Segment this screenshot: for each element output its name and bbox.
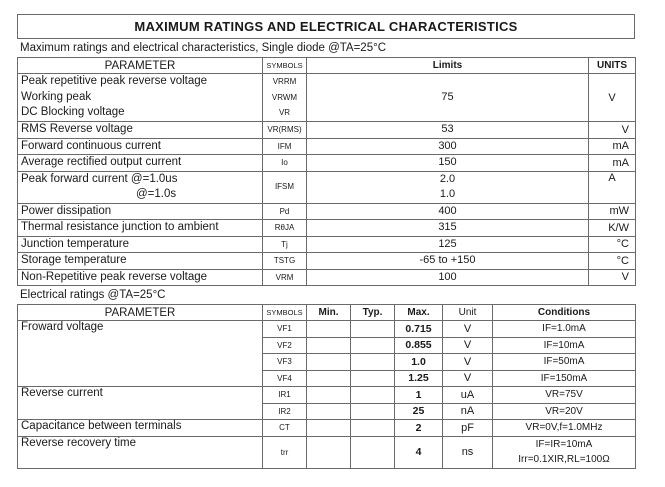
max-cell: 2 [395,420,443,437]
header-typ: Typ. [351,305,395,321]
max-row [18,203,636,220]
header-symbols: SYMBOLS [263,58,307,74]
limit-cell [307,155,589,172]
parameter-text: RMS Reverse voltage [21,123,133,135]
limit-cell [307,74,589,122]
unit-cell: mA [589,138,636,155]
header-min: Min. [307,305,351,321]
max-cell: 4 [395,436,443,468]
symbol-cell: IR2 [263,403,307,420]
symbol-text: VRM [275,272,294,282]
max-row [18,171,636,203]
unit-cell: °C [589,236,636,253]
unit-cell: V [589,269,636,286]
unit-cell: nA [443,403,493,420]
parameter-cell: Froward voltage [18,321,263,387]
max-ratings-caption: Maximum ratings and electrical characteristics, Single diode @TA=25°C [20,42,387,54]
min-cell [307,387,351,404]
elec-row [18,436,636,468]
symbol-cell [263,171,307,203]
min-cell [307,403,351,420]
parameter-text: Non-Repetitive peak reverse voltage [21,270,208,283]
typ-cell [351,370,395,387]
min-cell [307,337,351,354]
unit-cell: V [443,370,493,387]
parameter-text: Power dissipation [21,204,112,217]
condition-text: VR=0V,f=1.0MHz [525,422,603,433]
unit-cell: V [443,354,493,371]
symbol-text: Pd [279,206,290,216]
min-cell [307,420,351,437]
header-units: UNITS [589,58,636,74]
limit-value: -65 to +150 [419,254,476,266]
min-cell [307,436,351,468]
max-cell: 1.0 [395,354,443,371]
symbol-text: VR(RMS) [267,125,302,134]
max-row [18,236,636,253]
typ-cell [351,436,395,468]
min-cell [307,321,351,338]
limit-cell [307,122,589,139]
max-cell: 25 [395,403,443,420]
limit-cell [307,236,589,253]
document-title: MAXIMUM RATINGS AND ELECTRICAL CHARACTERISTICS [17,14,635,39]
unit-cell: V [589,122,636,139]
max-cell: 0.715 [395,321,443,338]
parameter-text: DC Blocking voltage [21,106,125,118]
conditions-cell [493,387,636,404]
max-cell: 0.855 [395,337,443,354]
limit-value: 1.0 [439,188,456,200]
symbol-text: Io [281,158,288,167]
unit-cell: mA [589,155,636,172]
conditions-cell [493,436,636,468]
min-cell [307,354,351,371]
condition-text: IF=IR=10mA [535,438,593,450]
parameter-text: Average rectified output current [21,156,182,168]
unit-cell: °C [589,253,636,270]
parameter-cell: Capacitance between terminals [18,420,263,437]
symbol-text: IFM [277,141,292,151]
header-symbols: SYMBOLS [263,305,307,321]
header-max: Max. [395,305,443,321]
unit-cell: ns [443,436,493,468]
parameter-cell [18,74,263,122]
limit-cell [307,220,589,237]
max-row [18,122,636,139]
unit-cell: V [443,337,493,354]
typ-cell [351,420,395,437]
symbol-cell: VF2 [263,337,307,354]
max-cell: 1.25 [395,370,443,387]
conditions-cell [493,370,636,387]
limit-value: 150 [438,156,457,168]
symbol-text: Tj [281,239,288,249]
symbol-cell [263,253,307,270]
symbol-text: VR [278,108,291,118]
parameter-cell [18,269,263,286]
symbol-cell [263,220,307,237]
parameter-cell [18,203,263,220]
header-conditions: Conditions [493,305,636,321]
condition-text: IF=50mA [543,356,585,367]
symbol-cell: trr [263,436,307,468]
unit-cell: K/W [589,220,636,237]
symbol-text: IFSM [274,182,295,192]
parameter-text: Thermal resistance junction to ambient [21,221,219,233]
parameter-cell [18,155,263,172]
symbol-cell: IR1 [263,387,307,404]
limit-value: 100 [438,270,457,283]
symbol-cell: VF1 [263,321,307,338]
limit-cell [307,138,589,155]
max-row [18,74,636,122]
condition-text: VR=75V [545,389,583,400]
symbol-cell: CT [263,420,307,437]
typ-cell [351,321,395,338]
condition-text: VR=20V [545,405,583,417]
electrical-caption: Electrical ratings @TA=25°C [20,289,166,301]
parameter-text: Junction temperature [21,237,130,250]
parameter-text: Forward continuous current [21,139,161,152]
symbol-text: VRWM [271,92,298,102]
electrical-table [17,304,636,469]
max-cell: 1 [395,387,443,404]
header-parameter: PARAMETER [18,58,263,74]
limit-value: 125 [438,237,457,250]
parameter-cell [18,171,263,203]
symbol-cell [263,155,307,172]
unit-cell: V [589,74,636,122]
parameter-text: @=1.0s [136,188,177,200]
max-row [18,269,636,286]
symbol-cell: VF3 [263,354,307,371]
elec-row [18,387,636,404]
parameter-cell [18,220,263,237]
typ-cell [351,387,395,404]
unit-cell: mW [589,203,636,220]
max-ratings-table [17,57,636,286]
limit-value: 75 [441,90,454,103]
conditions-cell [493,354,636,371]
elec-row [18,420,636,437]
max-row [18,220,636,237]
symbol-cell [263,74,307,122]
symbol-text: RθJA [274,223,295,232]
datasheet [17,14,635,469]
min-cell [307,370,351,387]
elec-header-row [18,305,636,321]
symbol-cell [263,138,307,155]
unit-cell: pF [443,420,493,437]
parameter-text: Peak repetitive peak reverse voltage [21,75,208,87]
typ-cell [351,354,395,371]
limit-value: 300 [438,139,457,152]
symbol-cell [263,236,307,253]
typ-cell [351,337,395,354]
max-row [18,138,636,155]
unit-cell: uA [443,387,493,404]
header-parameter: PARAMETER [18,305,263,321]
limit-value: 400 [438,204,457,217]
parameter-cell [18,122,263,139]
symbol-cell [263,269,307,286]
conditions-cell [493,403,636,420]
parameter-text: Peak forward current @=1.0us [21,172,178,185]
elec-row [18,321,636,338]
unit-cell: V [443,321,493,338]
symbol-cell [263,203,307,220]
max-row [18,155,636,172]
conditions-cell [493,420,636,437]
limit-cell [307,253,589,270]
parameter-text: Working peak [21,90,92,103]
max-row [18,253,636,270]
symbol-cell [263,122,307,139]
conditions-cell [493,337,636,354]
header-unit: Unit [443,305,493,321]
condition-text: IF=10mA [543,339,585,351]
limit-value: 53 [441,123,454,135]
symbol-cell: VF4 [263,370,307,387]
parameter-cell: Reverse recovery time [18,436,263,468]
limit-cell [307,269,589,286]
parameter-cell [18,138,263,155]
unit-cell: A [589,171,636,203]
limit-value: 2.0 [439,172,456,185]
condition-text: Irr=0.1XIR,RL=100Ω [518,454,610,465]
parameter-cell [18,236,263,253]
symbol-text: VRRM [272,77,297,87]
condition-text: IF=1.0mA [542,323,586,334]
max-header-row [18,58,636,74]
typ-cell [351,403,395,420]
parameter-cell [18,253,263,270]
header-limits: Limits [307,58,589,74]
parameter-text: Storage temperature [21,254,127,266]
limit-cell [307,203,589,220]
limit-value: 315 [438,221,457,233]
limit-cell [307,171,589,203]
conditions-cell [493,321,636,338]
condition-text: IF=150mA [540,372,588,384]
symbol-text: TSTG [273,256,296,265]
parameter-cell: Reverse current [18,387,263,420]
